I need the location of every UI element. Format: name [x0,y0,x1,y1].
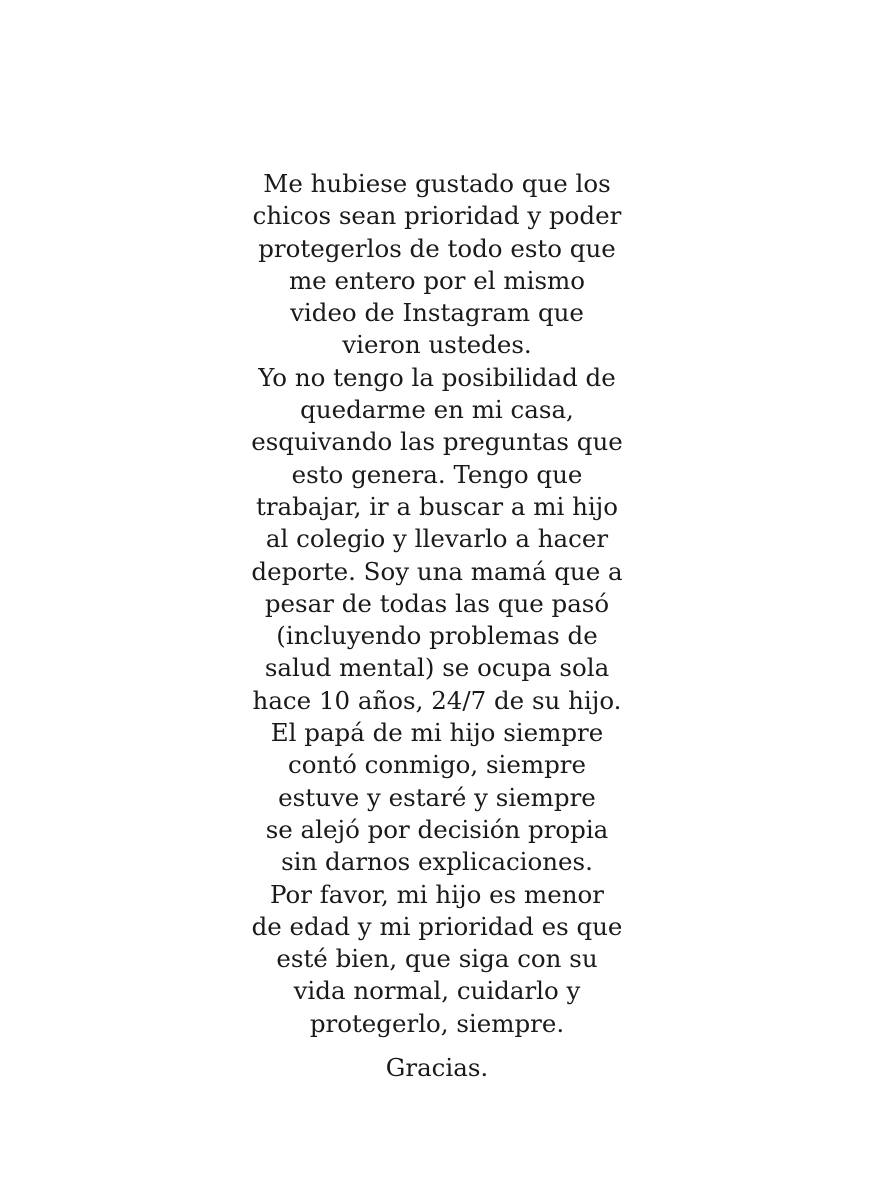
statement-line: estuve y estaré y siempre [278,782,596,812]
closing-text: Gracias. [385,1053,489,1082]
statement-line: de edad y mi prioridad es que [251,911,623,941]
statement-line: Por favor, mi hijo es menor [269,879,605,909]
statement-line: pesar de todas las que pasó [264,588,610,618]
statement-line: me entero por el mismo [288,265,586,295]
statement-line: Me hubiese gustado que los [263,169,611,198]
statement-line: deporte. Soy una mamá que a [251,556,623,586]
statement-line: contó conmigo, siempre [288,750,586,780]
statement-line: esto genera. Tengo que [291,459,583,489]
statement-text [0,168,874,1040]
statement-line: salud mental) se ocupa sola [264,653,610,683]
statement-line: vida normal, cuidarlo y [293,976,581,1006]
statement-line: quedarme en mi casa, [300,395,574,425]
statement-line: (incluyendo problemas de [276,621,598,651]
statement-line: sin darnos explicaciones. [281,847,593,877]
statement-line: esté bien, que siga con su [276,944,598,974]
statement-line: protegerlo, siempre. [309,1008,565,1038]
statement-line: se alejó por decisión propia [265,814,609,844]
statement-line: trabajar, ir a buscar a mi hijo [255,491,619,521]
statement-line: Yo no tengo la posibilidad de [258,362,616,392]
statement-line: El papá de mi hijo siempre [270,718,604,748]
statement-line: protegerlos de todo esto que [258,233,616,263]
statement-line: al colegio y llevarlo a hacer [265,524,609,554]
statement-line: video de Instagram que [290,298,584,328]
statement-line: hace 10 años, 24/7 de su hijo. [252,685,622,715]
statement-line: esquivando las preguntas que [251,427,623,457]
statement-line: chicos sean prioridad y poder [252,201,622,231]
statement-line: vieron ustedes. [342,330,532,360]
